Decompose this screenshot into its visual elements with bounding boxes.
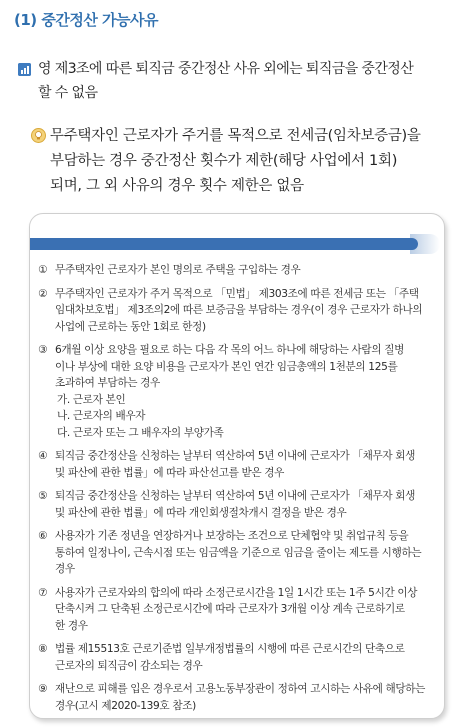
list-item-text: 및 파산에 관한 법률」에 따라 개인회생절차개시 결정을 받은 경우 [55, 506, 347, 519]
list-item [38, 528, 434, 578]
list-item-text: 재난으로 피해를 입은 경우로서 고용노동부장관이 정하여 고시하는 사유에 해당하는 [55, 683, 426, 695]
list-item-text: 무주택자인 근로자가 주거 목적으로 「민법」 제303조에 따른 전세금 또는 「주택 [55, 287, 419, 300]
list-item-text: 사용자가 근로자와의 합의에 따라 소정근로시간을 1일 1시간 또는 1주 5시간 이상 [55, 586, 418, 599]
paragraph-line: 무주택자인 근로자가 주거를 목적으로 전세금(임차보증금)을 [50, 128, 421, 144]
list-item-text: 6개월 이상 요양을 필요로 하는 다음 각 목의 어느 하나에 해당하는 사람의 질병 [55, 344, 404, 356]
list-item-number: ⑧ [38, 643, 48, 655]
list-item-number: ⑥ [38, 530, 48, 542]
paragraph-intro [38, 57, 448, 105]
list-item-text: 단축시켜 그 단축된 소정근로시간에 따라 근로자가 3개월 이상 계속 근로하기로 [55, 603, 405, 615]
list-subitem: 다. 근로자 또는 그 배우자의 부양가족 [57, 426, 224, 439]
list-item-text: 퇴직금 중간정산을 신청하는 날부터 역산하여 5년 이내에 근로자가 「채무자 회생 [55, 450, 416, 462]
list-subitem: 나. 근로자의 배우자 [57, 410, 146, 422]
list-item [38, 585, 434, 635]
list-item-number: ② [38, 287, 48, 300]
list-item [38, 641, 434, 674]
list-item-text: 경우(고시 제2020-139호 참조) [55, 699, 196, 712]
paragraph-note [50, 124, 450, 199]
lightbulb-icon [31, 128, 46, 143]
list-item-number: ⑨ [38, 683, 48, 695]
list-subitem: 가. 근로자 본인 [57, 393, 126, 406]
list-item-text: 경우 [55, 563, 75, 575]
list-item-text: 임대차보호법」 제3조의2에 따른 보증금을 부담하는 경우(이 경우 근로자가 하나의 [55, 304, 423, 316]
list-item [38, 286, 434, 336]
list-item-number: ④ [38, 450, 48, 462]
list-item [38, 262, 434, 279]
list-item-number: ⑤ [38, 490, 48, 502]
paragraph-line: 부담하는 경우 중간정산 횟수가 제한(해당 사업에서 1회) [50, 153, 398, 169]
list-item-text: 근로자의 퇴직금이 감소되는 경우 [55, 659, 203, 672]
list-item-text: 사용자가 기존 정년을 연장하거나 보장하는 조건으로 단체협약 및 취업규칙 등을 [55, 530, 409, 542]
paragraph-line: 되며, 그 외 사유의 경우 횟수 제한은 없음 [50, 178, 304, 194]
list-item-text: 한 경우 [55, 619, 88, 632]
list-item [38, 342, 434, 441]
list-item-text: 및 파산에 관한 법률」에 따라 파산선고를 받은 경우 [55, 466, 285, 479]
paragraph-line: 영 제3조에 따른 퇴직금 중간정산 사유 외에는 퇴직금을 중간정산 [38, 61, 414, 77]
list-item-text: 무주택자인 근로자가 본인 명의로 주택을 구입하는 경우 [55, 264, 301, 276]
list-item-text: 사업에 근로하는 동안 1회로 한정) [55, 320, 206, 333]
box-header-band [29, 238, 418, 250]
bar-chart-icon [18, 63, 31, 76]
list-item-text: 이나 부상에 대한 요양 비용을 근로자가 본인 연간 임금총액의 1천분의 125를 [55, 360, 398, 373]
list-item [38, 448, 434, 481]
list-item [38, 488, 434, 521]
list-item-text: 초과하여 부담하는 경우 [55, 377, 160, 389]
list-item-text: 퇴직금 중간정산을 신청하는 날부터 역산하여 5년 이내에 근로자가 「채무자 회생 [55, 490, 416, 502]
list-item-number: ① [38, 264, 48, 276]
section-title: (1) 중간정산 가능사유 [14, 11, 159, 29]
list-item-number: ⑦ [38, 586, 48, 599]
box-header-band-shadow [410, 234, 440, 254]
list-item [38, 681, 434, 714]
list-item-text: 법률 제15513호 근로기준법 일부개정법률의 시행에 따른 근로시간의 단축으로 [55, 643, 405, 655]
reasons-list [38, 262, 434, 721]
list-item-number: ③ [38, 344, 48, 356]
paragraph-line: 할 수 없음 [38, 85, 98, 101]
list-item-text: 통하여 일정나이, 근속시점 또는 임금액을 기준으로 임금을 줄이는 제도를 시행하는 [55, 546, 422, 559]
